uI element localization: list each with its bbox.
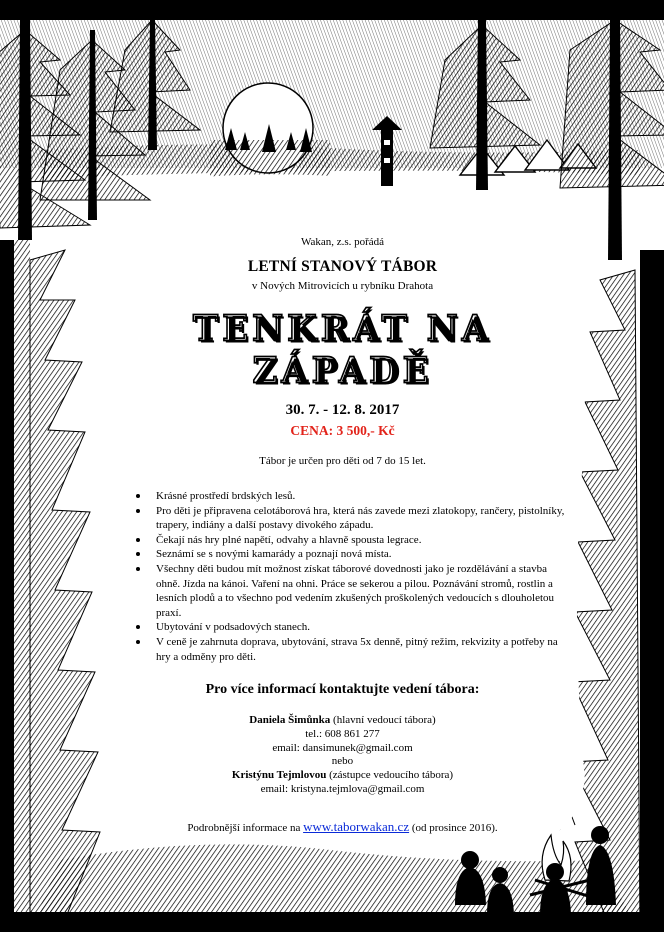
list-item: Pro děti je připravena celotáborová hra, která nás zavede mezi zlatokopy, rančery, pistolníky, trapery, indiány a další postavy divokého západu. <box>150 504 570 533</box>
more-info-line <box>120 819 565 835</box>
list-item: Ubytování v podsadových stanech. <box>150 620 570 635</box>
contact1-line <box>120 714 565 728</box>
feature-list <box>130 489 570 664</box>
contact2-name: Kristýnu Tejmlovou <box>231 768 327 781</box>
contact2-role: (zástupce vedoucího tábora) <box>326 768 454 781</box>
list-item: Čekají nás hry plné napětí, odvahy a hlavně spousta legrace. <box>150 533 570 548</box>
website-link[interactable]: www.taborwakan.cz <box>303 819 410 835</box>
contact2-line <box>120 769 565 783</box>
camp-location: v Nových Mitrovicích u rybníku Drahota <box>251 280 434 292</box>
age-note: Tábor je určen pro děti od 7 do 15 let. <box>259 455 426 467</box>
camp-price: CENA: 3 500,- Kč <box>290 423 395 438</box>
contact1-phone: tel.: 608 861 277 <box>305 727 380 740</box>
contact1-email: email: dansimunek@gmail.com <box>272 741 413 754</box>
contact-block <box>120 714 565 796</box>
camp-dates: 30. 7. - 12. 8. 2017 <box>285 402 400 418</box>
camp-title: LETNÍ STANOVÝ TÁBOR <box>247 258 438 275</box>
western-title: TENKRÁT NA ZÁPADĚ <box>192 308 493 392</box>
list-item: Seznámí se s novými kamarády a poznají nová místa. <box>150 547 570 562</box>
list-item: Všechny děti budou mít možnost získat táborové dovednosti jako je rozdělávání a stavba ohně. Jízda na kánoi. Vaření na ohni. Práce se sekerou a pilou. Poznávání stromů, rostlin a lesních plodů a to všechno pod vedením zkušených proškolených vedoucích s dlouholetou praxí. <box>150 562 570 620</box>
list-item: Krásné prostředí brdských lesů. <box>150 489 570 504</box>
contact1-role: (hlavní vedoucí tábora) <box>330 714 436 727</box>
contact1-name: Daniela Šimůnka <box>249 714 331 727</box>
contact-separator: nebo <box>331 755 354 768</box>
list-item: V ceně je zahrnuta doprava, ubytování, strava 5x denně, pitný režim, rekvizity a potřeby na hry a odměny pro děti. <box>150 635 570 664</box>
contact2-email: email: kristyna.tejmlova@gmail.com <box>260 782 425 795</box>
organizer-line: Wakan, z.s. pořádá <box>300 236 385 248</box>
flyer-content <box>120 236 565 835</box>
more-info-prefix: Podrobnější informace na <box>187 822 304 835</box>
contact-heading: Pro více informací kontaktujte vedení tábora: <box>205 682 480 698</box>
more-info-suffix: (od prosince 2016). <box>409 822 498 835</box>
